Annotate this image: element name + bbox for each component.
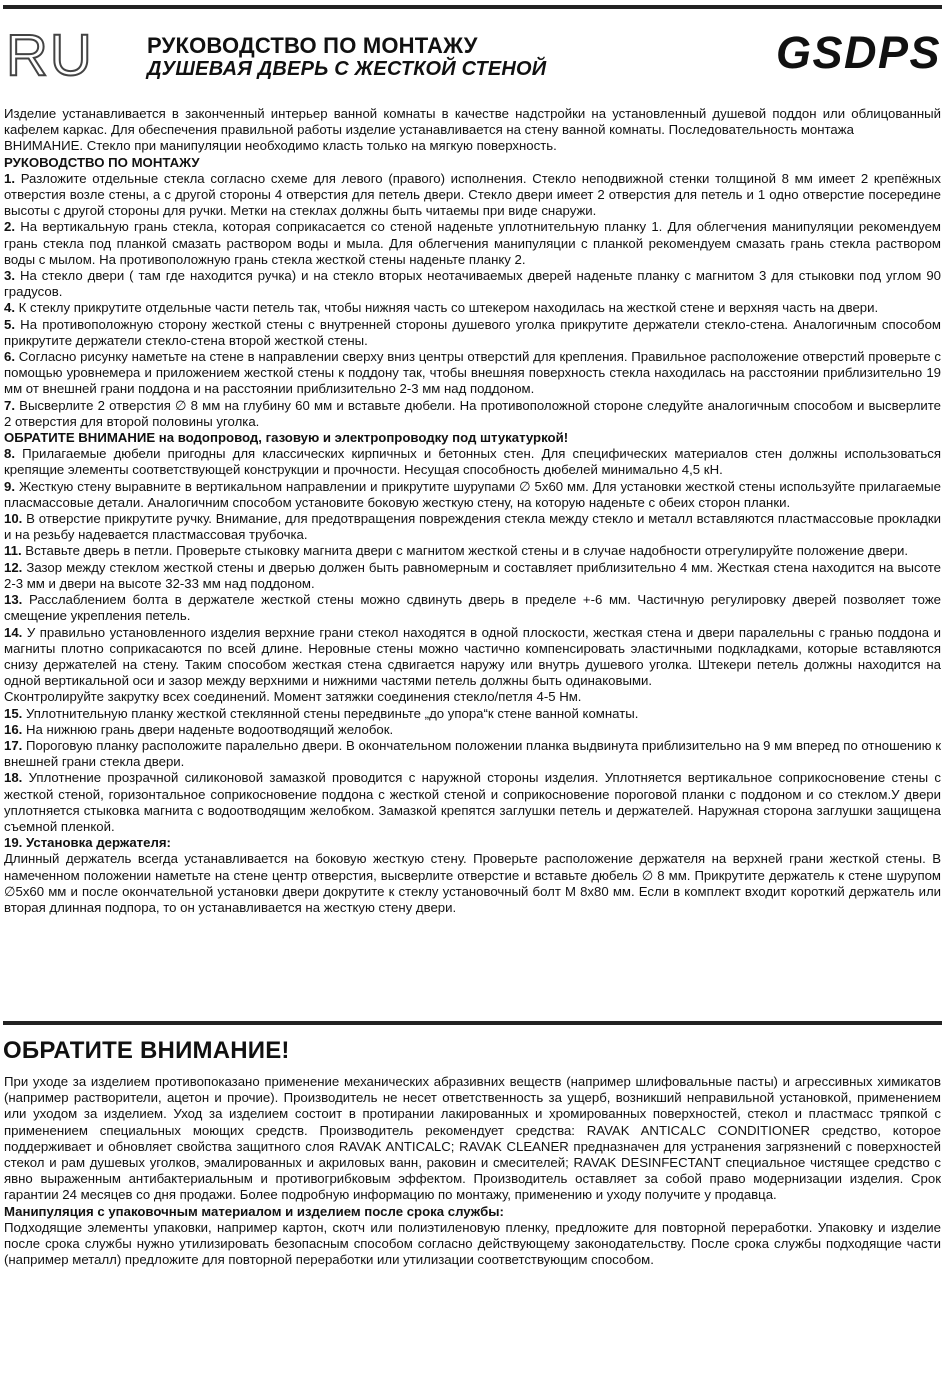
step-text: Высверлите 2 отверстия ∅ 8 мм на глубину 60 мм и вставьте дюбели. На противоположной стороне следуйте аналогичным способом и высверлите 2 отверстия для второй половины уголка.	[4, 397, 941, 429]
steps-list	[4, 171, 941, 916]
step-text: На вертикальную грань стекла, которая соприкасается со стеной наденьте уплотнительную планку 1. Для облегчения манипуляции рекомендуем грань стекла под планкой смазать раствором воды и мыла. Для облегчения манипуляции с планкой рекомендуем смазать грань стекла раствором воды с мылом. На противоположную грань стекла жесткой стены наденьте планку 2.	[4, 219, 941, 267]
step-item	[4, 722, 941, 738]
product-code: GSDPS	[775, 27, 941, 78]
care-paragraph: При уходе за изделием противопоказано применение механических абразивних веществ (например шлифовальные пасты) и агрессивных химикатов (например растворители, ацетон и прочие). Производитель не несет ответственность за ущерб, возникший неправильной установкой, применением или уходом за изделием. Уход за изделием состоит в протирании лакированных и хромированных поверхностей, стекол и пластмасс тряпкой с применением специальных моющих средств. Производитель рекомендует средства: RAVAK ANTICALC CONDITIONER средство, которое поддерживает и обновляет свойства защитного слоя RAVAK ANTICALC; RAVAK CLEANER предназначен для устранения загрязнений с поверхностей стекол и рам душевых уголков, эмалированных и акриловых ванн, раковин и смесителей; RAVAK DESINFECTANT специальное чистящее средство с явно выраженным антибактериальным и противогрибковым эффектом. Производитель оставляет за собой право модернизации изделия. Срок гарантии 24 месяцев со дня продажи. Более подробную информацию по монтажу, применению и уходу получите у продавца.	[4, 1074, 941, 1203]
step-text: Сконтролируйте закрутку всех соединений. Момент затяжки соединения стекло/петля 4-5 Нм.	[4, 689, 582, 705]
disposal-heading: Манипуляция с упаковочным материалом и изделием после срока службы:	[4, 1203, 504, 1219]
language-code: RU	[6, 23, 94, 88]
step-text: Вставьте дверь в петли. Проверьте стыковку магнита двери с магнитом жесткой стены и в случае надобности отрегулируйте положение двери.	[21, 543, 909, 559]
step-item	[4, 430, 941, 446]
step-number: 7.	[4, 397, 15, 413]
step-text: Разложите отдельные стекла согласно схеме для левого (правого) исполнения. Стекло неподвижной стенки толщиной 8 мм имеет 2 крепёжных отверстия возле стены, а с другой стороны 4 отверстия для петель двери. Стекло двери имеет 2 отверстия для петель и 1 одно отверстие посередине высоты с другой стороны для ручки. Метки на стеклах должны быть читаемы при виде снаружи.	[4, 170, 941, 219]
step-item	[4, 770, 941, 835]
step-text: В отверстие прикрутите ручку. Внимание, для предотвращения повреждения стекла между стекло и металл вставляются пластмассовые прокладки и на резьбу надевается пластмассовая трубочка.	[4, 511, 941, 543]
disposal-paragraph: Подходящие элементы упаковки, например картон, скотч или полиэтиленовую пленку, предложите для повторной переработки. Упаковку и изделие после срока службы нужно утилизировать безопасным способом согласно действующему законодательству. После срока службы подходящие части (например металл) предложите для повторной переработки или утилизации соответствующим способом.	[4, 1219, 941, 1268]
step-number: 8.	[4, 446, 15, 462]
step-item	[4, 560, 941, 592]
step-item	[4, 268, 941, 300]
step-text: На стекло двери ( там где находится ручка) и на стекло вторых неотачиваемых дверей наденьте планку с магнитом 3 для стыковки под углом 90 градусов.	[4, 268, 941, 300]
section-divider	[3, 1021, 942, 1025]
step-item	[4, 738, 941, 770]
step-number: 17.	[4, 737, 23, 753]
step-number: 4.	[4, 300, 15, 316]
step-number: 10.	[4, 511, 23, 527]
step-number: 3.	[4, 268, 15, 284]
step-item	[4, 479, 941, 511]
step-number: 11.	[4, 543, 22, 559]
step-text: На нижнюю грань двери наденьте водоотводящий желобок.	[22, 721, 394, 737]
step-item	[4, 219, 941, 268]
step-item	[4, 511, 941, 543]
step-text: К стеклу прикрутите отдельные части петель так, чтобы нижняя часть со штекером находилась на жесткой стене и верхняя часть на двери.	[15, 300, 879, 316]
title-block	[147, 34, 546, 81]
step-number: 5.	[4, 316, 15, 332]
step-item	[4, 835, 941, 851]
step-item	[4, 446, 941, 478]
warning-paragraph: ВНИМАНИЕ. Стекло при манипуляции необходимо класть только на мягкую поверхность.	[4, 138, 557, 154]
step-number: 13.	[4, 592, 23, 608]
step-number: 19.	[4, 835, 23, 851]
step-number: 12.	[4, 559, 23, 575]
step-item	[4, 851, 941, 916]
care-section	[4, 1074, 941, 1268]
top-divider	[3, 5, 942, 9]
step-number: 6.	[4, 349, 15, 365]
step-text: Жесткую стену выравните в вертикальном направлении и прикрутите шурупами ∅ 5x60 мм. Для установки жесткой стены используйте прилагаемые пласмассовые детали. Аналогичним способом установите боковую жесткую стену, на которую наденьте с обеих сторон планки.	[4, 478, 941, 510]
step-text: У правильно установленного изделия верхние грани стекол находятся в одной плоскости, жесткая стена и двери паралельны с гранью поддона и магниты плотно соприкасаются по всей длине. Неровные стены можно частично компенсировать эластичными подкладками, которые вставляются снизу держателей на стену. Таким способом жесткая стена сдвигается наружу или внутрь душевого уголка. Штекери петель должны находится на одной вертикальной оси и зазор между верхними и нижними частями петель должны быть одинаковыми.	[4, 624, 941, 689]
document-subtitle: ДУШЕВАЯ ДВЕРЬ С ЖЕСТКОЙ СТЕНОЙ	[147, 58, 547, 80]
step-number: 14.	[4, 624, 23, 640]
intro-paragraph: Изделие устанавливается в законченный интерьер ванной комнаты в качестве надстройки на установленный душевой поддон или облицованный кафелем каркас. Для обеспечения правильной работы изделие устанавливается на стену ванной комнаты. Последовательность монтажа	[4, 106, 941, 138]
step-number: 15.	[4, 705, 23, 721]
step-item	[4, 398, 941, 430]
document-title: РУКОВОДСТВО ПО МОНТАЖУ	[147, 33, 478, 58]
step-item	[4, 171, 941, 220]
installation-instructions	[4, 106, 941, 916]
step-item	[4, 300, 941, 316]
step-text: Расслаблением болта в держателе жесткой стены можно сдвинуть дверь в пределе +-6 мм. Частичную регулировку дверей позволяет тоже смещение укрепления петель.	[4, 592, 941, 624]
step-text: На противоположную сторону жесткой стены с внутренней стороны душевого уголка прикрутите держатели стекло-стена. Аналогичным способом прикрутите держатели стекло-стена второй жесткой стены.	[4, 316, 941, 348]
step-text: Уплотнительную планку жесткой стеклянной стены передвиньте „до упора“к стене ванной комнаты.	[22, 705, 639, 721]
step-text: Согласно рисунку наметьте на стене в направлении сверху вниз центры отверстий для крепления. Правильное расположение отверстий проверьте с помощью уровнемера и приложением жесткой стены к поддону так, чтобы внешняя поверхность стекла находилась на расстоянии приблизительно 19 мм от внешней грани поддона и на расстоянии приблизительно 2-3 мм над поддоном.	[4, 349, 941, 397]
step-item	[4, 706, 941, 722]
step-text: Уплотнение прозрачной силиконовой замазкой проводится с наружной стороны изделия. Уплотняется вертикальное соприкосновение стены с жесткой стеной, горизонтальное соприкосновение поддона с жесткой стеной и соприкосновение пороговой планки с поддоном и со стеклом.У двери уплотняется стыковка магнита с водоотводящим желобком. Замазкой крепятся заглушки петель и держателей. Наружная сторона заглушки защищена съемной пленкой.	[4, 770, 941, 834]
step-number: 16.	[4, 721, 23, 737]
step-number: 2.	[4, 219, 15, 235]
step-item	[4, 689, 941, 705]
step-item	[4, 349, 941, 398]
step-text: Прилагаемые дюбели пригодны для классических кирпичных и бетонных стен. Для специфических материалов стен должны использоваться крепящие элементы соответствующей конструкции и прочности. Несущая способность дюбелей минимально 4,5 кН.	[4, 446, 941, 478]
step-item	[4, 317, 941, 349]
step-number: 9.	[4, 478, 15, 494]
instructions-heading: РУКОВОДСТВО ПО МОНТАЖУ	[4, 154, 200, 170]
step-text: Пороговую планку расположите паралельно двери. В окончательном положении планка выдвинута приблизительно на 9 мм вперед по отношению к внешней грани стекла двери.	[4, 737, 941, 770]
attention-heading: ОБРАТИТЕ ВНИМАНИЕ!	[3, 1037, 290, 1064]
step-item	[4, 625, 941, 690]
step-text: Зазор между стеклом жесткой стены и дверью должен быть равномерным и составляет приблизительно 4 мм. Жесткая стена находится на высоте 2-3 мм и двери на высоте 32-33 мм над поддоном.	[4, 559, 941, 591]
step-text: Установка держателя:	[22, 835, 171, 851]
step-text: ОБРАТИТЕ ВНИМАНИЕ на водопровод, газовую и электропроводку под штукатуркой!	[4, 430, 569, 446]
step-text: Длинный держатель всегда устанавливается на боковую жесткую стену. Проверьте расположение держателя на верхней грани жесткой стены. В намеченном положении наметьте на стене центр отверстия, высверлите отверстие и вставьте дюбель ∅ 8 мм. Прикрутите держатель к стене шурупом ∅5x60 мм и после окончательной установки двери докрутите к стеклу установочный болт M 8x80 мм. Если в комплект входит короткий держатель или вторая длинная подпора, то он устанавливается на жесткую стену двери.	[4, 851, 941, 915]
step-number: 18.	[4, 770, 23, 786]
step-number: 1.	[4, 170, 15, 186]
step-item	[4, 543, 941, 559]
step-item	[4, 592, 941, 624]
